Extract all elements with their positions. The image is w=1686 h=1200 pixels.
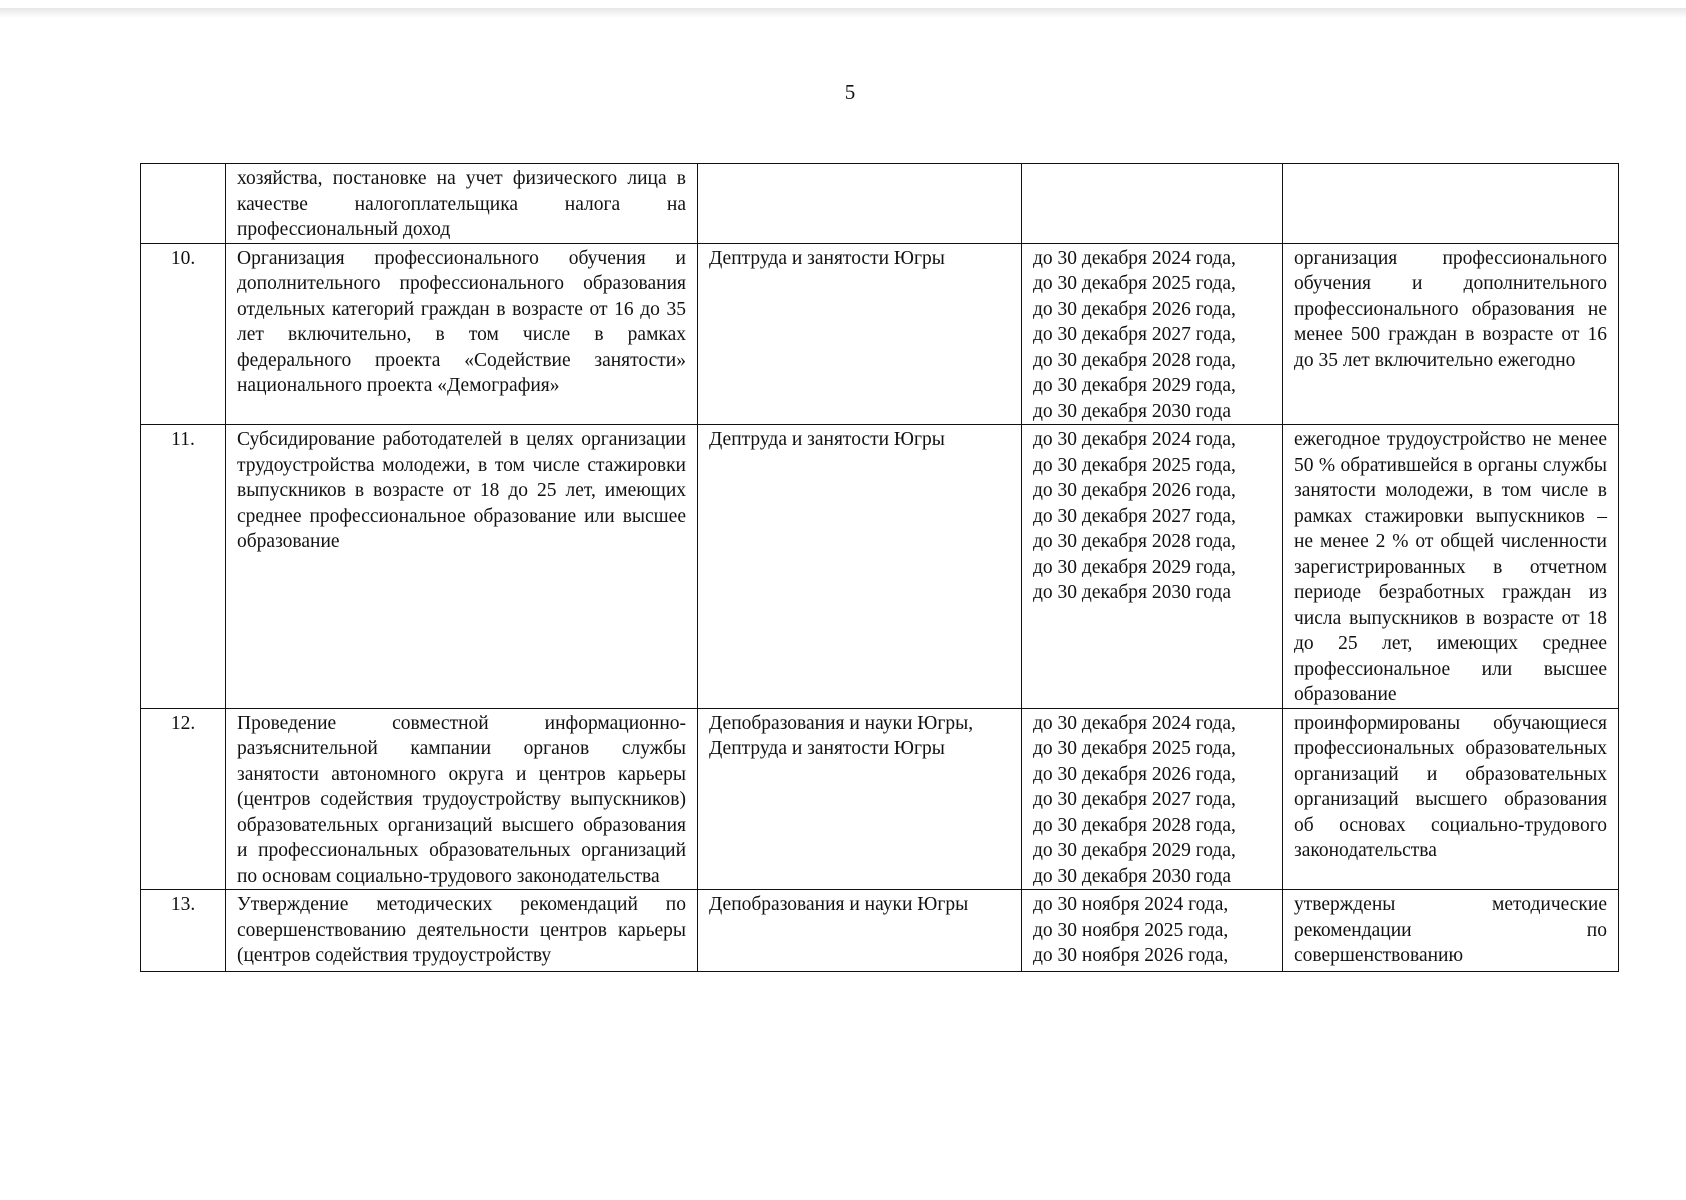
- result-cell: проинформированы обучающиеся профессиональных образовательных организаций и образовательных организаций высшего образования об основах социально-трудового законодательства: [1283, 708, 1619, 890]
- responsible-cell: Дептруда и занятости Югры: [698, 425, 1022, 709]
- measure-cell: Утверждение методических рекомендаций по совершенствованию деятельности центров карьеры (центров содействия трудоустройству: [226, 890, 698, 972]
- measure-cell: Субсидирование работодателей в целях организации трудоустройства молодежи, в том числе стажировки выпускников в возрасте от 18 до 25 лет, имеющих среднее профессиональное образование или высшее образование: [226, 425, 698, 709]
- table-row-continuation: [141, 164, 1619, 244]
- deadline-line: до 30 декабря 2024 года,: [1033, 429, 1236, 450]
- deadline-line: до 30 декабря 2029 года,: [1033, 375, 1236, 396]
- row-number: 12.: [141, 708, 226, 890]
- measure-cell: Организация профессионального обучения и дополнительного профессионального образования отдельных категорий граждан в возрасте от 16 до 35 лет включительно, в том числе в рамках федерального проекта «Содействие занятости» национального проекта «Демография»: [226, 243, 698, 425]
- deadline-line: до 30 декабря 2026 года,: [1033, 763, 1236, 785]
- deadline-line: до 30 декабря 2024 года,: [1033, 247, 1236, 269]
- responsible-cell: Депобразования и науки Югры: [698, 890, 1022, 972]
- table-row-12: [141, 708, 1619, 890]
- deadline-cell: [1022, 164, 1283, 244]
- deadline-line: до 30 ноября 2026 года,: [1033, 945, 1229, 966]
- responsible-cell: [698, 164, 1022, 244]
- measures-table: [140, 163, 1619, 972]
- deadline-line: до 30 декабря 2026 года,: [1033, 480, 1236, 501]
- deadline-line: до 30 декабря 2030 года: [1033, 582, 1231, 603]
- deadline-line: до 30 ноября 2025 года,: [1033, 919, 1229, 941]
- measure-cell: Проведение совместной информационно-разъяснительной кампании органов службы занятости автономного округа и центров карьеры (центров содействия трудоустройству выпускников) образовательных организаций высшего образования и профессиональных образовательных организаций по основам социально-трудового законодательства: [226, 708, 698, 890]
- page-number: 5: [844, 80, 856, 104]
- deadline-line: до 30 декабря 2030 года: [1033, 400, 1231, 422]
- result-cell: ежегодное трудоустройство не менее 50 % обратившейся в органы службы занятости молодежи, в том числе в рамках стажировки выпускников – не менее 2 % от общей численности зарегистрированных в отчетном периоде безработных граждан из числа выпускников в возрасте от 18 до 25 лет, имеющих среднее профессиональное или высшее образование: [1283, 425, 1619, 709]
- deadline-line: до 30 декабря 2025 года,: [1033, 273, 1236, 294]
- table-row-13: [141, 890, 1619, 972]
- row-number: [141, 164, 226, 244]
- row-number: 10.: [141, 243, 226, 425]
- deadline-line: до 30 декабря 2029 года,: [1033, 556, 1236, 578]
- deadline-line: до 30 декабря 2030 года: [1033, 865, 1231, 887]
- deadline-line: до 30 декабря 2027 года,: [1033, 505, 1236, 527]
- deadline-line: до 30 декабря 2027 года,: [1033, 789, 1236, 810]
- result-cell: организация профессионального обучения и дополнительного профессионального образования не менее 500 граждан в возрасте от 16 до 35 лет включительно ежегодно: [1283, 243, 1619, 425]
- deadline-cell: [1022, 890, 1283, 972]
- deadline-cell: [1022, 243, 1283, 425]
- deadline-line: до 30 декабря 2025 года,: [1033, 454, 1236, 476]
- table-row-10: [141, 243, 1619, 425]
- result-cell: [1283, 164, 1619, 244]
- deadline-line: до 30 декабря 2028 года,: [1033, 531, 1236, 552]
- responsible-cell: Дептруда и занятости Югры: [698, 243, 1022, 425]
- deadline-line: до 30 декабря 2029 года,: [1033, 840, 1236, 861]
- deadline-line: до 30 декабря 2024 года,: [1033, 712, 1236, 734]
- row-number: 13.: [141, 890, 226, 972]
- result-cell: утверждены методические рекомендации по совершенствованию: [1283, 890, 1619, 972]
- table-row-11: [141, 425, 1619, 709]
- measure-cell: хозяйства, постановке на учет физического лица в качестве налогоплательщика налога на профессиональный доход: [226, 164, 698, 244]
- deadline-line: до 30 декабря 2026 года,: [1033, 298, 1236, 320]
- deadline-cell: [1022, 708, 1283, 890]
- deadline-line: до 30 декабря 2025 года,: [1033, 738, 1236, 759]
- deadline-cell: [1022, 425, 1283, 709]
- deadline-line: до 30 декабря 2027 года,: [1033, 324, 1236, 345]
- deadline-line: до 30 декабря 2028 года,: [1033, 349, 1236, 371]
- deadline-line: до 30 ноября 2024 года,: [1033, 894, 1229, 915]
- deadline-line: до 30 декабря 2028 года,: [1033, 814, 1236, 836]
- row-number: 11.: [141, 425, 226, 709]
- scan-edge: [0, 8, 1686, 18]
- responsible-cell: Депобразования и науки Югры, Дептруда и занятости Югры: [698, 708, 1022, 890]
